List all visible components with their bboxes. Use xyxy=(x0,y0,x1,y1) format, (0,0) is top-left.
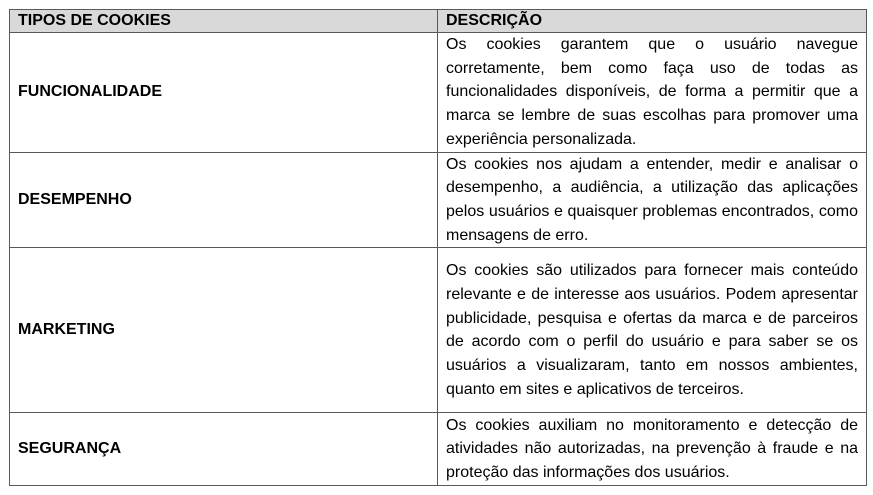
table-row xyxy=(10,33,867,153)
cookie-description-cell: Os cookies são utilizados para fornecer mais conteúdo relevante e de interesse aos usuários. Podem apresentar publicidade, pesquisa e ofertas da marca e de parceiros de acordo com o perfil do usuário e para saber se os usuários a visualizaram, tanto em nossos ambientes, quanto em sites e aplicativos de terceiros. xyxy=(438,248,867,413)
header-description: DESCRIÇÃO xyxy=(438,10,867,33)
table-row xyxy=(10,152,867,248)
header-cookie-types: TIPOS DE COOKIES xyxy=(10,10,438,33)
cookie-description-cell: Os cookies auxiliam no monitoramento e detecção de atividades não autorizadas, na prevenção à fraude e na proteção das informações dos usuários. xyxy=(438,413,867,486)
cookies-table xyxy=(9,9,867,486)
cookie-type-cell: FUNCIONALIDADE xyxy=(10,33,438,153)
cookie-type-cell: SEGURANÇA xyxy=(10,413,438,486)
table-row xyxy=(10,413,867,486)
cookie-type-cell: MARKETING xyxy=(10,248,438,413)
cookie-description-cell: Os cookies nos ajudam a entender, medir e analisar o desempenho, a audiência, a utilização das aplicações pelos usuários e quaisquer problemas encontrados, como mensagens de erro. xyxy=(438,152,867,248)
cookie-description-cell: Os cookies garantem que o usuário navegue corretamente, bem como faça uso de todas as funcionalidades disponíveis, de forma a permitir que a marca se lembre de suas escolhas para promover uma experiência personalizada. xyxy=(438,33,867,153)
table-header-row xyxy=(10,10,867,33)
cookie-type-cell: DESEMPENHO xyxy=(10,152,438,248)
table-row xyxy=(10,248,867,413)
